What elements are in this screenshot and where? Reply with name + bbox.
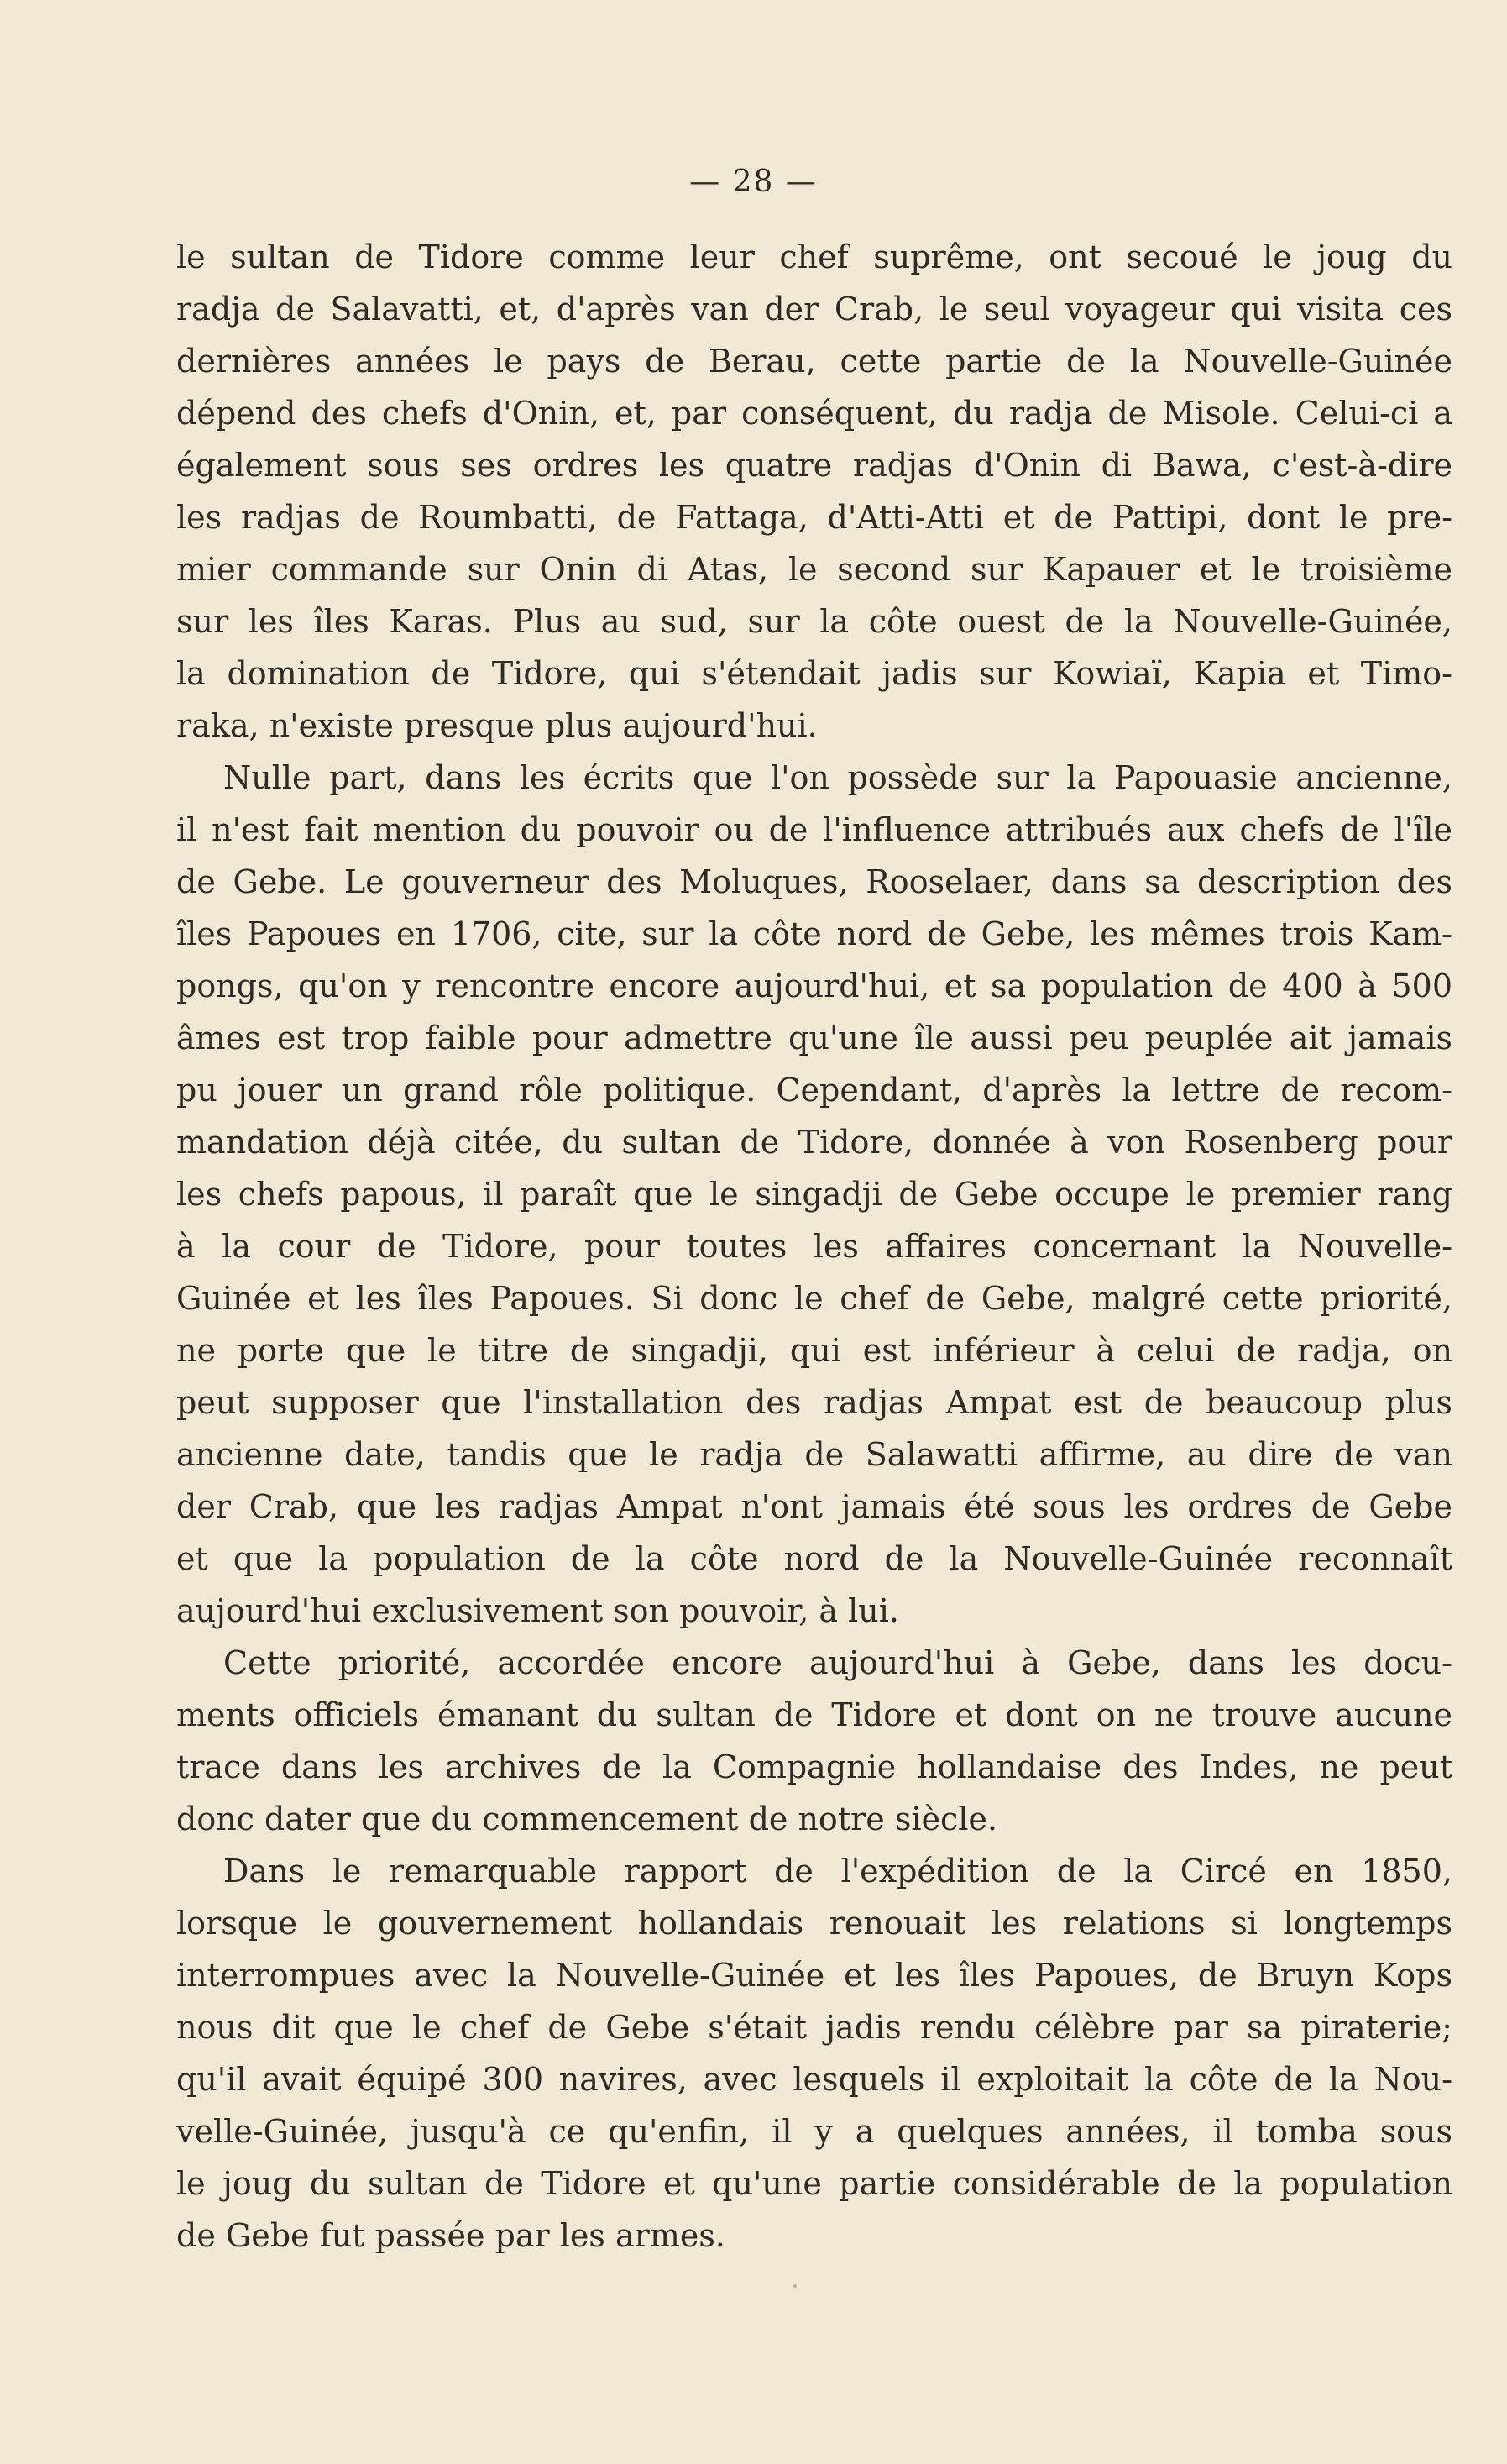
- paragraph-first-line: Cette priorité, accordée encore aujourd'hui à Gebe, dans les docu-: [223, 1644, 1452, 1681]
- text-line: interrompues avec la Nouvelle-Guinée et les îles Papoues, de Bruyn Kops: [176, 1957, 1452, 1994]
- body-text: [176, 231, 1452, 2262]
- text-line: la domination de Tidore, qui s'étendait jadis sur Kowiaï, Kapia et Timo-: [176, 655, 1452, 692]
- text-line: trace dans les archives de la Compagnie hollandaise des Indes, ne peut: [176, 1748, 1452, 1785]
- text-line: donc dater que du commencement de notre siècle.: [176, 1801, 997, 1838]
- text-line: pongs, qu'on y rencontre encore aujourd'hui, et sa population de 400 à 500: [176, 967, 1452, 1004]
- text-line: de Gebe fut passée par les armes.: [176, 2217, 725, 2254]
- text-line: mier commande sur Onin di Atas, le second sur Kapauer et le troisième: [176, 551, 1452, 588]
- text-line: il n'est fait mention du pouvoir ou de l'influence attribués aux chefs de l'île: [176, 811, 1452, 848]
- text-line: îles Papoues en 1706, cite, sur la côte nord de Gebe, les mêmes trois Kam-: [176, 915, 1452, 952]
- ink-speck: [793, 2284, 797, 2288]
- text-line: de Gebe. Le gouverneur des Moluques, Rooselaer, dans sa description des: [176, 863, 1452, 900]
- text-line: le sultan de Tidore comme leur chef suprême, ont secoué le joug du: [176, 239, 1452, 275]
- text-line: et que la population de la côte nord de la Nouvelle-Guinée reconnaît: [176, 1540, 1452, 1577]
- text-line: radja de Salavatti, et, d'après van der Crab, le seul voyageur qui visita ces: [176, 291, 1452, 328]
- text-line: aujourd'hui exclusivement son pouvoir, à lui.: [176, 1592, 900, 1629]
- text-line: les radjas de Roumbatti, de Fattaga, d'Atti-Atti et de Pattipi, dont le pre-: [176, 499, 1452, 536]
- text-line: sur les îles Karas. Plus au sud, sur la côte ouest de la Nouvelle-Guinée,: [176, 603, 1452, 640]
- text-line: ne porte que le titre de singadji, qui est inférieur à celui de radja, on: [176, 1332, 1452, 1369]
- text-line: Guinée et les îles Papoues. Si donc le chef de Gebe, malgré cette priorité,: [176, 1280, 1452, 1317]
- text-line: dépend des chefs d'Onin, et, par conséquent, du radja de Misole. Celui-ci a: [176, 395, 1452, 432]
- paragraph-first-line: Nulle part, dans les écrits que l'on possède sur la Papouasie ancienne,: [223, 759, 1452, 796]
- text-line: dernières années le pays de Berau, cette partie de la Nouvelle-Guinée: [176, 343, 1452, 380]
- text-line: der Crab, que les radjas Ampat n'ont jamais été sous les ordres de Gebe: [176, 1488, 1452, 1525]
- text-line: velle-Guinée, jusqu'à ce qu'enfin, il y a quelques années, il tomba sous: [176, 2113, 1452, 2150]
- text-line: les chefs papous, il paraît que le singadji de Gebe occupe le premier rang: [176, 1176, 1452, 1213]
- text-line: pu jouer un grand rôle politique. Cependant, d'après la lettre de recom-: [176, 1072, 1452, 1109]
- page-number: — 28 —: [689, 165, 818, 199]
- text-line: lorsque le gouvernement hollandais renouait les relations si longtemps: [176, 1905, 1452, 1942]
- text-line: à la cour de Tidore, pour toutes les affaires concernant la Nouvelle-: [176, 1228, 1452, 1265]
- paragraph-first-line: Dans le remarquable rapport de l'expédition de la Circé en 1850,: [223, 1853, 1452, 1890]
- text-line: nous dit que le chef de Gebe s'était jadis rendu célèbre par sa piraterie;: [176, 2009, 1452, 2046]
- text-line: également sous ses ordres les quatre radjas d'Onin di Bawa, c'est-à-dire: [176, 447, 1452, 484]
- text-line: ancienne date, tandis que le radja de Salawatti affirme, au dire de van: [176, 1436, 1452, 1473]
- text-line: peut supposer que l'installation des radjas Ampat est de beaucoup plus: [176, 1384, 1452, 1421]
- text-line: âmes est trop faible pour admettre qu'une île aussi peu peuplée ait jamais: [176, 1020, 1452, 1056]
- text-line: ments officiels émanant du sultan de Tidore et dont on ne trouve aucune: [176, 1696, 1452, 1733]
- text-line: le joug du sultan de Tidore et qu'une partie considérable de la population: [176, 2165, 1452, 2202]
- text-line: mandation déjà citée, du sultan de Tidore, donnée à von Rosenberg pour: [176, 1124, 1452, 1161]
- text-line: qu'il avait équipé 300 navires, avec lesquels il exploitait la côte de la Nou-: [176, 2061, 1452, 2098]
- text-line: raka, n'existe presque plus aujourd'hui.: [176, 707, 818, 744]
